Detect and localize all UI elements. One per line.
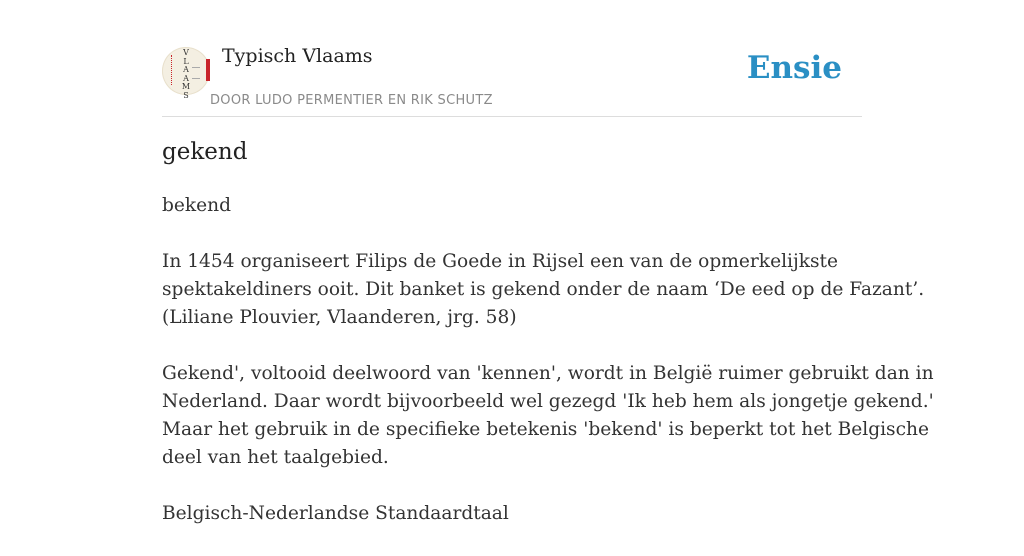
logo-letters xyxy=(179,49,193,101)
byline: DOOR LUDO PERMENTIER EN RIK SCHUTZ xyxy=(210,93,493,108)
logo-lines xyxy=(192,67,200,79)
entry-example xyxy=(162,248,925,332)
entry-term: gekend xyxy=(162,139,248,165)
explanation-line: Nederland. Daar wordt bijvoorbeeld wel gezegd 'Ik heb hem als jongetje gekend.' xyxy=(162,391,934,412)
source-title[interactable]: Typisch Vlaams xyxy=(222,45,373,67)
logo-marks xyxy=(171,55,174,85)
entry-content xyxy=(162,192,934,556)
example-source: (Liliane Plouvier, Vlaanderen, jrg. 58) xyxy=(162,307,517,328)
entry-category: Belgisch-Nederlandse Standaardtaal xyxy=(162,503,509,524)
ensie-logo-link[interactable]: Ensie xyxy=(746,50,842,86)
entry-explanation xyxy=(162,360,934,472)
explanation-line: Maar het gebruik in de specifieke betekenis 'bekend' is beperkt tot het Belgische xyxy=(162,419,929,440)
page xyxy=(162,0,934,524)
explanation-line: deel van het taalgebied. xyxy=(162,447,389,468)
logo-letter: V L A A M S xyxy=(181,48,191,100)
explanation-line: Gekend', voltooid deelwoord van 'kennen', wordt in België ruimer gebruikt dan in xyxy=(162,363,934,384)
entry-definition: bekend xyxy=(162,195,232,216)
example-line: In 1454 organiseert Filips de Goede in Rijsel een van de opmerkelijkste xyxy=(162,251,839,272)
logo-red-band xyxy=(206,59,210,81)
source-logo[interactable] xyxy=(162,47,210,100)
header xyxy=(162,0,862,117)
example-line: spektakeldiners ooit. Dit banket is gekend onder de naam ‘De eed op de Fazant’. xyxy=(162,279,925,300)
